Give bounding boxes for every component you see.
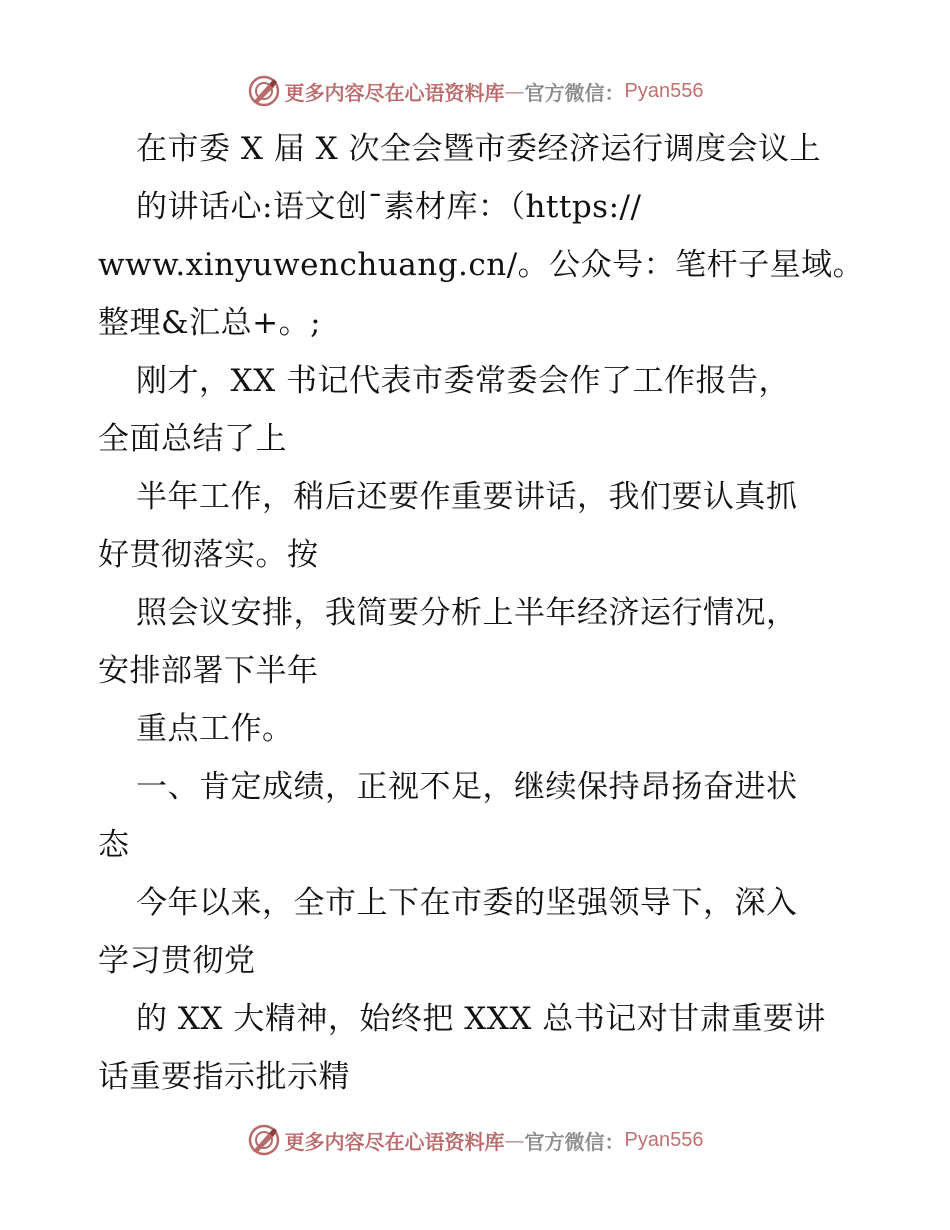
banner-main-text: 更多内容尽在心语资料库 bbox=[284, 80, 505, 105]
text-line: 的讲话心:语文创¯素材库：（https:// bbox=[136, 189, 642, 225]
text-line: 话重要指示批示精 bbox=[98, 1059, 350, 1095]
text-line: 半年工作，稍后还要作重要讲话，我们要认真抓 bbox=[136, 479, 798, 515]
pen-logo-icon bbox=[247, 1123, 281, 1157]
header-banner bbox=[0, 71, 950, 111]
text-line: 在市委 X 届 X 次全会暨市委经济运行调度会议上 bbox=[136, 131, 822, 167]
document-body bbox=[98, 120, 878, 1106]
banner-wechat-id: Pyan556 bbox=[624, 79, 704, 102]
text-line: 态 bbox=[98, 827, 130, 863]
text-line: 整理&汇总+。; bbox=[98, 305, 322, 341]
banner-wechat-label: 官方微信： bbox=[524, 1129, 625, 1154]
banner-main-text: 更多内容尽在心语资料库 bbox=[284, 1129, 505, 1154]
text-line: 刚才，XX 书记代表市委常委会作了工作报告， bbox=[136, 363, 790, 399]
text-line: 重点工作。 bbox=[136, 711, 294, 747]
text-line: www.xinyuwenchuang.cn/。公众号：笔杆子星域。 bbox=[98, 247, 865, 283]
footer-banner bbox=[0, 1120, 950, 1160]
text-line: 的 XX 大精神，始终把 XXX 总书记对甘肃重要讲 bbox=[136, 1001, 826, 1037]
text-line: 今年以来，全市上下在市委的坚强领导下，深入 bbox=[136, 885, 798, 921]
banner-wechat-id: Pyan556 bbox=[624, 1128, 704, 1151]
text-line: 安排部署下半年 bbox=[98, 653, 319, 689]
text-line: 照会议安排，我简要分析上半年经济运行情况， bbox=[136, 595, 798, 631]
banner-dash: — bbox=[504, 79, 525, 103]
pen-logo-icon bbox=[247, 74, 281, 108]
text-line: 学习贯彻党 bbox=[98, 943, 256, 979]
banner-wechat-label: 官方微信： bbox=[524, 80, 625, 105]
banner-dash: — bbox=[504, 1128, 525, 1152]
text-line: 全面总结了上 bbox=[98, 421, 287, 457]
text-line: 一、肯定成绩，正视不足，继续保持昂扬奋进状 bbox=[136, 769, 798, 805]
text-line: 好贯彻落实。按 bbox=[98, 537, 319, 573]
